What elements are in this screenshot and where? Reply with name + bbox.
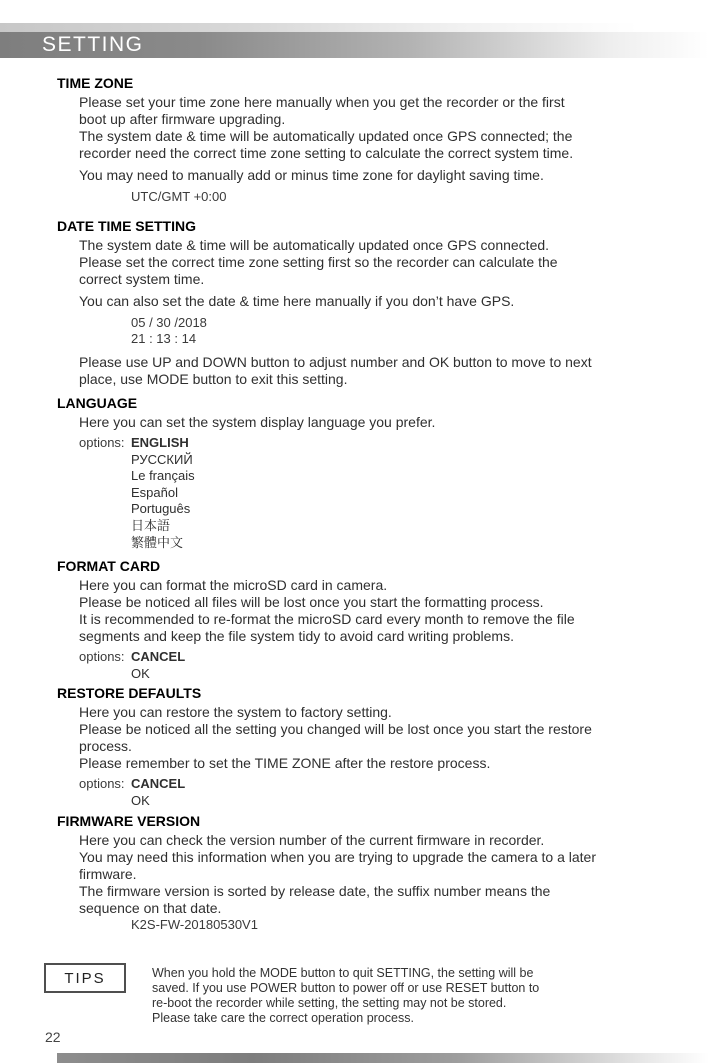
language-options (131, 435, 195, 551)
setting-value-block (131, 315, 683, 347)
options-list (79, 776, 683, 809)
text-line: The system date & time will be automatically updated once GPS connected. (79, 237, 550, 253)
option-portuguese: Português (131, 501, 191, 517)
tips-label: TIPS (64, 969, 106, 987)
text-line: Here you can check the version number of the current firmware in recorder. (79, 831, 545, 848)
section-format-card (57, 558, 683, 682)
text-line: process. (79, 738, 132, 755)
paragraph (79, 577, 683, 645)
text-line: Please remember to set the TIME ZONE after the restore process. (79, 755, 491, 772)
firmware-version-value: K2S-FW-20180530V1 (131, 916, 258, 932)
setting-value-block (131, 189, 683, 205)
tips-text (152, 963, 539, 1026)
section-time-zone (57, 75, 683, 205)
header-gradient-bar (0, 32, 709, 58)
header-gradient-strip (0, 23, 709, 32)
text-line: When you hold the MODE button to quit SETTING, the setting will be (152, 966, 534, 980)
paragraph (79, 414, 683, 431)
section-date-time-setting (57, 218, 683, 388)
paragraph (79, 704, 683, 772)
text-line: You may need this information when you are trying to upgrade the camera to a later (79, 848, 597, 865)
text-line: place, use MODE button to exit this setting. (79, 371, 348, 387)
page-number: 22 (45, 1029, 61, 1045)
time-value: 21 : 13 : 14 (131, 331, 197, 346)
text-line: The system date & time will be automatically updated once GPS connected; the (79, 128, 573, 144)
option-russian: РУССКИЙ (131, 451, 193, 467)
section-title-format-card: FORMAT CARD (57, 558, 161, 575)
text-line: The firmware version is sorted by release date, the suffix number means the (79, 882, 551, 899)
tips-section (44, 963, 539, 1026)
option-traditional-chinese: 繁體中文 (131, 534, 184, 550)
date-value: 05 / 30 /2018 (131, 315, 207, 330)
format-options (131, 649, 185, 682)
text-line: saved. If you use POWER button to power off or use RESET button to (152, 981, 540, 995)
text-line: segments and keep the file system tidy to avoid card writing problems. (79, 628, 514, 645)
options-label: options: (79, 776, 125, 792)
option-spanish: Español (131, 484, 178, 500)
text-line: correct system time. (79, 271, 205, 287)
text-line: Please use UP and DOWN button to adjust number and OK button to move to next (79, 354, 592, 370)
paragraph (79, 832, 683, 917)
section-language (57, 395, 683, 551)
options-label: options: (79, 435, 125, 450)
section-title-time-zone: TIME ZONE (57, 75, 134, 91)
paragraph (79, 167, 683, 184)
section-firmware-version (57, 813, 683, 933)
paragraph (79, 354, 683, 388)
paragraph (79, 94, 683, 162)
text-line: Here you can restore the system to factory setting. (79, 704, 392, 721)
text-line: Please be noticed all files will be lost once you start the formatting process. (79, 594, 544, 611)
option-ok: OK (131, 792, 150, 808)
text-line: It is recommended to re-format the microSD card every month to remove the file (79, 611, 575, 628)
options-list (79, 435, 683, 551)
footer-gradient-bar (57, 1053, 709, 1063)
page-content (0, 75, 709, 933)
text-line: Please be noticed all the setting you changed will be lost once you start the restore (79, 721, 592, 738)
text-line: You can also set the date & time here manually if you don’t have GPS. (79, 293, 515, 309)
text-line: recorder need the correct time zone setting to calculate the correct system time. (79, 145, 574, 161)
page-header (0, 23, 709, 58)
option-japanese: 日本語 (131, 517, 171, 533)
text-line: Here you can set the system display language you prefer. (79, 414, 436, 430)
options-label: options: (79, 649, 125, 665)
text-line: Please take care the correct operation process. (152, 1011, 414, 1025)
text-line: Please set your time zone here manually when you get the recorder or the first (79, 94, 565, 110)
text-line: sequence on that date. (79, 899, 222, 916)
section-restore-defaults (57, 685, 683, 809)
page-title: SETTING (42, 33, 144, 56)
text-line: You may need to manually add or minus time zone for daylight saving time. (79, 167, 544, 183)
option-cancel: CANCEL (131, 776, 186, 792)
section-title-firmware-version: FIRMWARE VERSION (57, 812, 201, 829)
paragraph (79, 293, 683, 310)
section-title-language: LANGUAGE (57, 395, 138, 411)
options-list (79, 649, 683, 682)
section-title-date-time: DATE TIME SETTING (57, 218, 196, 234)
section-title-restore-defaults: RESTORE DEFAULTS (57, 685, 202, 702)
time-zone-value: UTC/GMT +0:00 (131, 189, 227, 204)
restore-options (131, 776, 185, 809)
tips-box (44, 963, 126, 993)
option-ok: OK (131, 665, 150, 681)
text-line: Here you can format the microSD card in camera. (79, 577, 388, 594)
paragraph (79, 237, 683, 288)
text-line: Please set the correct time zone setting first so the recorder can calculate the (79, 254, 558, 270)
text-line: boot up after firmware upgrading. (79, 111, 286, 127)
option-english: ENGLISH (131, 435, 189, 450)
option-cancel: CANCEL (131, 649, 186, 665)
text-line: re-boot the recorder while setting, the setting may not be stored. (152, 996, 507, 1010)
option-french: Le français (131, 468, 195, 484)
text-line: firmware. (79, 865, 137, 882)
